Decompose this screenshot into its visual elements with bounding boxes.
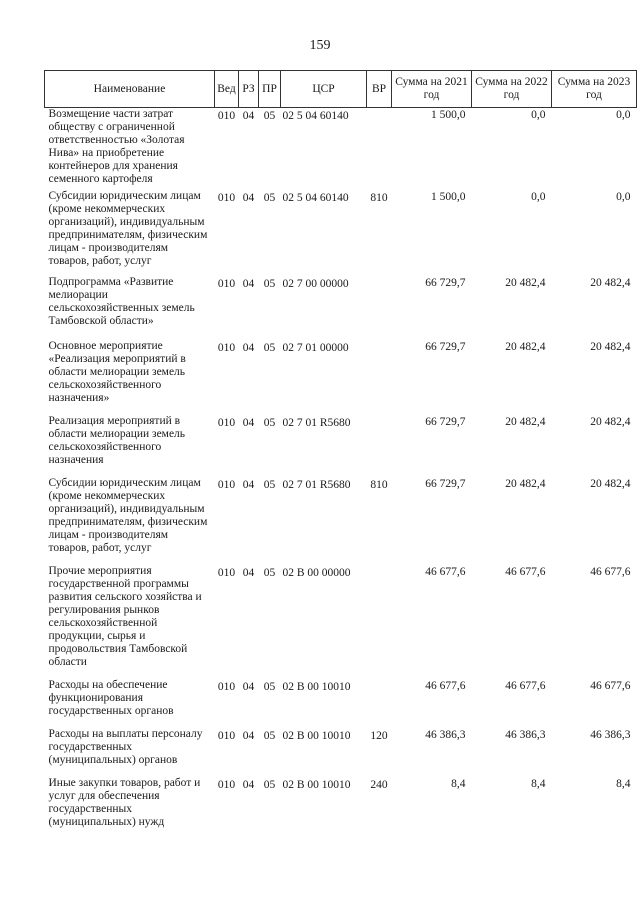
row-csr: 02 7 01 R5680 (282, 417, 351, 429)
row-name: Иные закупки товаров, работ и услуг для обеспечения государственных (муниципальных) нужд (48, 777, 201, 828)
row-ved: 010 (217, 417, 236, 429)
header-csr: ЦСР (281, 71, 367, 108)
row-sum-2021: 1 500,0 (431, 191, 466, 203)
table-header-row (45, 71, 637, 108)
row-sum-2023: 0,0 (616, 109, 631, 121)
header-vr: ВР (367, 71, 392, 108)
row-sum-2021: 46 386,3 (425, 729, 466, 741)
row-ved: 010 (217, 779, 236, 791)
row-ved: 010 (217, 567, 236, 579)
row-vr (367, 679, 392, 728)
row-sum-2022: 46 677,6 (505, 566, 546, 578)
row-vr: 120 (370, 730, 388, 742)
row-sum-2022: 20 482,4 (505, 341, 546, 353)
row-ved: 010 (217, 730, 236, 742)
row-sum-2021: 46 677,6 (425, 566, 466, 578)
row-pr: 05 (263, 192, 276, 204)
row-name: Прочие мероприятия государственной программы развития сельского хозяйства и регулирования рынков сельскохозяйственной продукции, сырья и продовольствия Тамбовской области (48, 565, 202, 668)
row-rz: 04 (242, 110, 255, 122)
table-row (45, 728, 637, 777)
row-pr: 05 (263, 567, 276, 579)
row-rz: 04 (242, 730, 255, 742)
row-rz: 04 (242, 779, 255, 791)
row-sum-2022: 0,0 (531, 191, 546, 203)
row-sum-2021: 66 729,7 (425, 341, 466, 353)
row-name: Реализация мероприятий в области мелиорации земель сельскохозяйственного назначения (48, 415, 186, 466)
row-csr: 02 В 00 10010 (282, 779, 351, 791)
row-pr: 05 (263, 278, 276, 290)
row-sum-2023: 46 677,6 (590, 566, 631, 578)
row-ved: 010 (217, 342, 236, 354)
row-sum-2021: 46 677,6 (425, 680, 466, 692)
budget-table (44, 70, 637, 839)
row-csr: 02 В 00 10010 (282, 730, 351, 742)
row-rz: 04 (242, 567, 255, 579)
row-name: Субсидии юридическим лицам (кроме некоммерческих организаций), индивидуальным предпринимателям, физическим лицам - производителям товаров, работ, услуг (48, 477, 208, 554)
row-sum-2023: 46 386,3 (590, 729, 631, 741)
table-row (45, 415, 637, 477)
row-pr: 05 (263, 479, 276, 491)
row-csr: 02 5 04 60140 (282, 192, 349, 204)
row-sum-2022: 8,4 (531, 778, 546, 790)
table-row (45, 777, 637, 839)
row-pr: 05 (263, 681, 276, 693)
row-ved: 010 (217, 192, 236, 204)
row-ved: 010 (217, 110, 236, 122)
row-sum-2023: 20 482,4 (590, 478, 631, 490)
header-sum-2023: Сумма на 2023 год (552, 71, 637, 108)
row-sum-2023: 0,0 (616, 191, 631, 203)
row-vr: 810 (370, 479, 388, 491)
row-vr (367, 340, 392, 415)
row-sum-2022: 20 482,4 (505, 277, 546, 289)
table-row (45, 340, 637, 415)
table-row (45, 565, 637, 679)
row-pr: 05 (263, 779, 276, 791)
row-name: Основное мероприятие «Реализация мероприятий в области мелиорации земель сельскохозяйственного назначения» (48, 340, 186, 404)
table-row (45, 190, 637, 276)
row-vr (367, 108, 392, 191)
row-sum-2022: 20 482,4 (505, 478, 546, 490)
row-sum-2021: 66 729,7 (425, 277, 466, 289)
row-csr: 02 7 01 00000 (282, 342, 349, 354)
row-rz: 04 (242, 342, 255, 354)
row-rz: 04 (242, 192, 255, 204)
row-rz: 04 (242, 278, 255, 290)
row-name: Подпрограмма «Развитие мелиорации сельскохозяйственных земель Тамбовской области» (48, 276, 195, 327)
row-rz: 04 (242, 479, 255, 491)
row-csr: 02 5 04 60140 (282, 110, 349, 122)
row-sum-2022: 20 482,4 (505, 416, 546, 428)
row-vr: 810 (370, 192, 388, 204)
row-vr: 240 (370, 779, 388, 791)
row-ved: 010 (217, 681, 236, 693)
header-ved: Вед (215, 71, 239, 108)
row-vr (367, 415, 392, 477)
header-sum-2021: Сумма на 2021 год (392, 71, 472, 108)
row-sum-2021: 66 729,7 (425, 416, 466, 428)
header-rz: РЗ (239, 71, 259, 108)
row-sum-2023: 20 482,4 (590, 341, 631, 353)
row-pr: 05 (263, 110, 276, 122)
row-name: Субсидии юридическим лицам (кроме некоммерческих организаций), индивидуальным предпринимателям, физическим лицам - производителям товаров, работ, услуг (48, 190, 208, 267)
table-row (45, 679, 637, 728)
row-sum-2022: 0,0 (531, 109, 546, 121)
row-csr: 02 7 01 R5680 (282, 479, 351, 491)
row-name: Расходы на выплаты персоналу государственных (муниципальных) органов (48, 728, 203, 766)
table-row (45, 276, 637, 340)
row-vr (367, 276, 392, 340)
table-row (45, 108, 637, 191)
header-name: Наименование (45, 71, 215, 108)
row-name: Возмещение части затрат обществу с ограниченной ответственностью «Золотая Нива» на приобретение контейнеров для хранения семенного картофеля (48, 108, 185, 185)
row-csr: 02 В 00 00000 (282, 567, 351, 579)
row-name: Расходы на обеспечение функционирования государственных органов (48, 679, 174, 717)
row-sum-2021: 8,4 (451, 778, 466, 790)
row-sum-2021: 66 729,7 (425, 478, 466, 490)
row-sum-2021: 1 500,0 (431, 109, 466, 121)
row-csr: 02 7 00 00000 (282, 278, 349, 290)
row-rz: 04 (242, 681, 255, 693)
row-sum-2022: 46 677,6 (505, 680, 546, 692)
page-number: 159 (309, 38, 331, 53)
row-csr: 02 В 00 10010 (282, 681, 351, 693)
row-sum-2023: 46 677,6 (590, 680, 631, 692)
row-ved: 010 (217, 278, 236, 290)
row-sum-2023: 8,4 (616, 778, 631, 790)
row-pr: 05 (263, 417, 276, 429)
header-sum-2022: Сумма на 2022 год (472, 71, 552, 108)
table-row (45, 477, 637, 565)
row-sum-2023: 20 482,4 (590, 416, 631, 428)
row-vr (367, 565, 392, 679)
row-sum-2023: 20 482,4 (590, 277, 631, 289)
row-sum-2022: 46 386,3 (505, 729, 546, 741)
row-pr: 05 (263, 730, 276, 742)
row-ved: 010 (217, 479, 236, 491)
row-pr: 05 (263, 342, 276, 354)
header-pr: ПР (259, 71, 281, 108)
row-rz: 04 (242, 417, 255, 429)
